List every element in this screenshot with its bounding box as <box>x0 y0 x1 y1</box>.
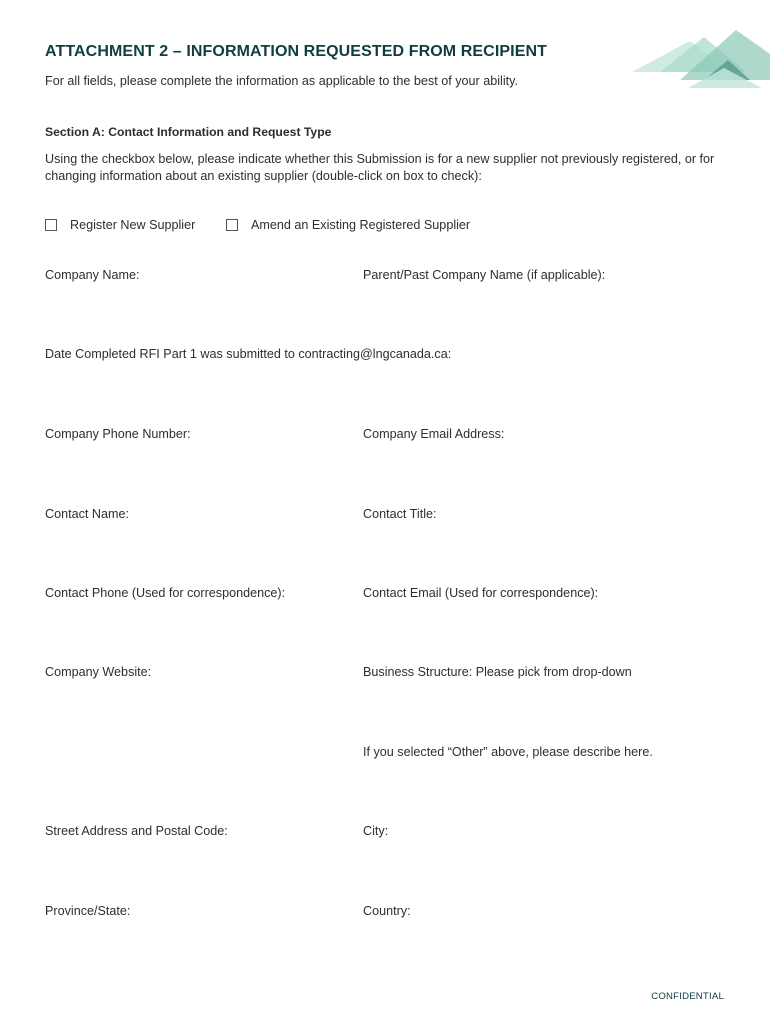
section-a-heading: Section A: Contact Information and Request Type <box>45 125 332 139</box>
amend-existing-supplier-label: Amend an Existing Registered Supplier <box>251 218 471 232</box>
confidential-footer: CONFIDENTIAL <box>651 991 724 1002</box>
section-a-instructions: Using the checkbox below, please indicate whether this Submission is for a new supplier not previously registered, or for changing information about an existing supplier (double-click on box to check): <box>45 152 715 183</box>
company-email-label: Company Email Address: <box>363 427 505 441</box>
other-description-label: If you selected “Other” above, please describe here. <box>363 745 653 759</box>
contact-title-field[interactable] <box>363 527 733 563</box>
date-completed-label: Date Completed RFI Part 1 was submitted to contracting@lngcanada.ca: <box>45 347 452 361</box>
business-structure-dropdown[interactable] <box>363 685 733 721</box>
mountains-logo-icon <box>632 22 770 90</box>
contact-phone-label: Contact Phone (Used for correspondence): <box>45 586 286 600</box>
document-subtitle: For all fields, please complete the information as applicable to the best of your ability. <box>45 74 518 88</box>
company-name-label: Company Name: <box>45 268 140 282</box>
amend-existing-supplier-checkbox[interactable] <box>226 219 238 231</box>
province-state-field[interactable] <box>45 924 345 960</box>
company-name-field[interactable] <box>45 288 345 324</box>
province-state-label: Province/State: <box>45 904 131 918</box>
contact-email-field[interactable] <box>363 606 733 642</box>
contact-email-label: Contact Email (Used for correspondence): <box>363 586 599 600</box>
register-new-supplier-option[interactable] <box>45 217 195 233</box>
street-address-field[interactable] <box>45 844 345 880</box>
company-website-label: Company Website: <box>45 665 152 679</box>
contact-phone-field[interactable] <box>45 606 345 642</box>
contact-name-field[interactable] <box>45 527 345 563</box>
company-phone-field[interactable] <box>45 447 345 483</box>
date-completed-field[interactable] <box>45 367 345 403</box>
amend-existing-supplier-option[interactable] <box>226 217 470 233</box>
register-new-supplier-label: Register New Supplier <box>70 218 196 232</box>
street-address-label: Street Address and Postal Code: <box>45 824 228 838</box>
document-title: ATTACHMENT 2 – INFORMATION REQUESTED FROM RECIPIENT <box>45 43 547 60</box>
parent-company-label: Parent/Past Company Name (if applicable): <box>363 268 606 282</box>
country-label: Country: <box>363 904 411 918</box>
contact-title-label: Contact Title: <box>363 507 437 521</box>
parent-company-field[interactable] <box>363 288 733 324</box>
contact-name-label: Contact Name: <box>45 507 129 521</box>
register-new-supplier-checkbox[interactable] <box>45 219 57 231</box>
business-structure-label: Business Structure: Please pick from drop-down <box>363 665 632 679</box>
country-field[interactable] <box>363 924 733 960</box>
company-website-field[interactable] <box>45 685 345 721</box>
company-phone-label: Company Phone Number: <box>45 427 191 441</box>
city-label: City: <box>363 824 389 838</box>
other-description-field[interactable] <box>363 765 733 801</box>
company-email-field[interactable] <box>363 447 733 483</box>
city-field[interactable] <box>363 844 733 880</box>
